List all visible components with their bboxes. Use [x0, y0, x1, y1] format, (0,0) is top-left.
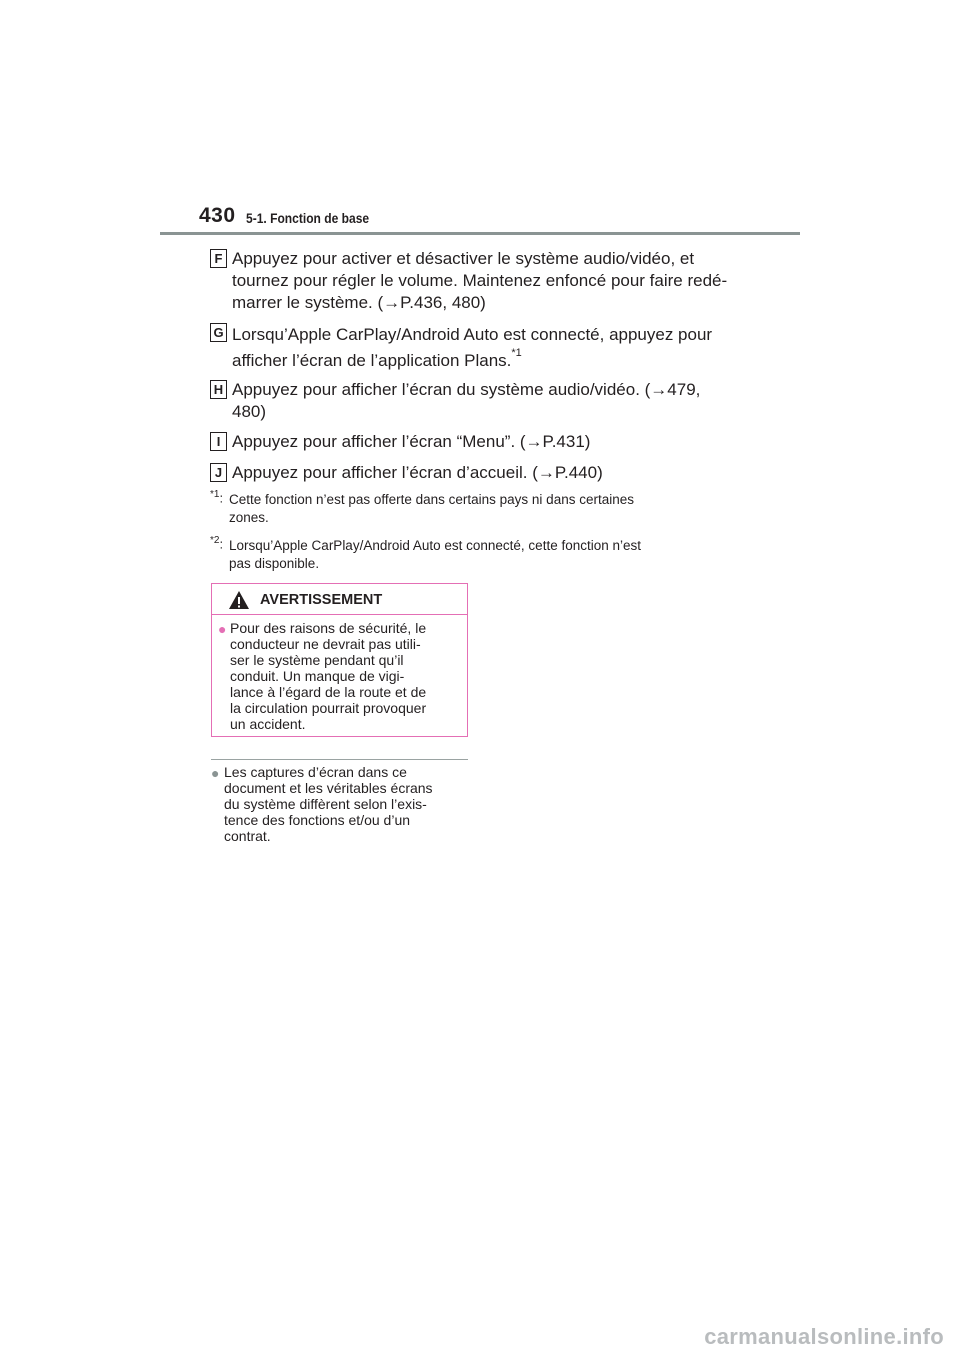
- letter-box-g: G: [210, 323, 227, 342]
- item-line: tournez pour régler le volume. Maintenez enfoncé pour faire redé-: [232, 271, 728, 290]
- header-rule: [160, 232, 800, 235]
- item-line: Appuyez pour activer et désactiver le système audio/vidéo, et: [232, 249, 695, 268]
- footnote-line: Lorsqu’Apple CarPlay/Android Auto est connecté, cette fonction n’est: [229, 538, 642, 553]
- warning-title: AVERTISSEMENT: [260, 592, 383, 608]
- warning-line: un accident.: [230, 716, 306, 732]
- warning-line: Pour des raisons de sécurité, le: [230, 620, 427, 636]
- item-i-text: [232, 431, 772, 453]
- footnote-text: [229, 491, 729, 527]
- item-h-text: [232, 379, 772, 423]
- bullet-icon: ●: [211, 765, 220, 781]
- warning-line: conducteur ne devrait pas utili-: [230, 636, 421, 652]
- warning-text: [230, 620, 462, 732]
- note-line: tence des fonctions et/ou d’un: [224, 812, 411, 828]
- item-g-text: [232, 322, 772, 374]
- warning-line: ser le système pendant qu’il: [230, 652, 404, 668]
- item-f-text: [232, 248, 772, 314]
- bullet-icon: ●: [218, 621, 227, 637]
- item-line: Appuyez pour afficher l’écran du système audio/vidéo. (→479,: [232, 380, 701, 399]
- item-line: [232, 348, 772, 374]
- warning-box: [211, 583, 468, 737]
- note-line: document et les véritables écrans: [224, 780, 433, 796]
- note-line: du système diffèrent selon l’exis-: [224, 796, 427, 812]
- item-line: Lorsqu’Apple CarPlay/Android Auto est connecté, appuyez pour: [232, 325, 713, 344]
- item-line: Appuyez pour afficher l’écran d’accueil. (→P.440): [232, 463, 603, 482]
- footnote-mark: $^{*1}$:: [210, 489, 224, 506]
- page-number: 430: [199, 204, 236, 227]
- watermark: carmanualsonline.info: [704, 1324, 944, 1349]
- note-line: Les captures d’écran dans ce: [224, 764, 407, 780]
- warning-line: conduit. Un manque de vigi-: [230, 668, 405, 684]
- footnote-ref[interactable]: *1: [511, 347, 522, 360]
- warning-line: la circulation pourrait provoquer: [230, 700, 427, 716]
- letter-box-h: H: [210, 380, 227, 399]
- item-j-text: [232, 462, 772, 484]
- warning-triangle-icon: [228, 590, 250, 610]
- footnote-text: [229, 537, 729, 573]
- section-title: 5-1. Fonction de base: [246, 210, 370, 226]
- item-line: 480): [232, 402, 267, 421]
- footnote-line: zones.: [229, 510, 269, 525]
- note-line: contrat.: [224, 828, 271, 844]
- warning-line: lance à l’égard de la route et de: [230, 684, 427, 700]
- note-text: [224, 764, 468, 844]
- item-line-text: afficher l’écran de l’application Plans.: [232, 351, 512, 370]
- letter-box-i: I: [210, 432, 227, 451]
- warning-header: [212, 584, 467, 615]
- item-line: marrer le système. (→P.436, 480): [232, 293, 486, 312]
- letter-box-f: F: [210, 249, 227, 268]
- letter-box-j: J: [210, 463, 227, 482]
- note-rule: [211, 759, 468, 760]
- footnote-line: pas disponible.: [229, 556, 320, 571]
- footnote-mark: $^{*2}$:: [210, 535, 224, 552]
- footnote-line: Cette fonction n’est pas offerte dans certains pays ni dans certaines: [229, 492, 634, 507]
- item-line: Appuyez pour afficher l’écran “Menu”. (→P.431): [232, 432, 591, 451]
